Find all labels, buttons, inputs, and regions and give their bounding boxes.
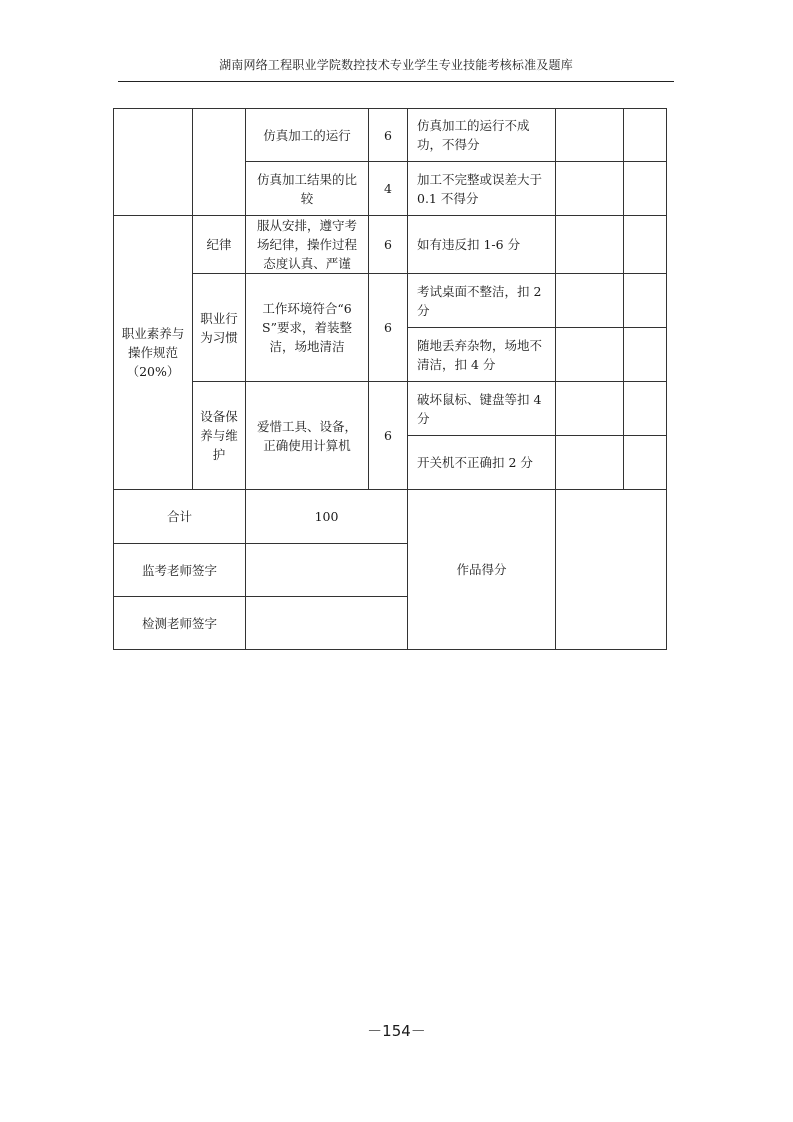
total-label: 合计: [114, 490, 246, 544]
table-row: [114, 216, 667, 274]
inspector-signature-field: [246, 597, 408, 650]
page-number: －154－: [367, 1022, 426, 1040]
criteria-cell: 如有违反扣 1-6 分: [408, 216, 556, 274]
table-row: [114, 274, 667, 328]
score-cell: 6: [369, 109, 408, 162]
table-row: [114, 109, 667, 162]
page-header: 湖南网络工程职业学院数控技术专业学生专业技能考核标准及题库: [219, 58, 573, 72]
header-divider: [118, 81, 674, 82]
scoring-table: [113, 108, 667, 650]
criteria-cell: 考试桌面不整洁，扣 2 分: [408, 274, 556, 328]
item-cell: 仿真加工的运行: [246, 109, 369, 162]
criteria-cell: 仿真加工的运行不成功，不得分: [408, 109, 556, 162]
deduction-cell: [556, 109, 624, 162]
result-cell: [624, 274, 667, 328]
score-cell: 4: [369, 162, 408, 216]
deduction-cell: [556, 436, 624, 490]
criteria-cell: 破坏鼠标、键盘等扣 4 分: [408, 382, 556, 436]
result-cell: [624, 109, 667, 162]
result-cell: [624, 216, 667, 274]
item-cell: 服从安排，遵守考场纪律，操作过程态度认真、严谨: [246, 216, 369, 274]
deduction-cell: [556, 382, 624, 436]
criteria-cell: 随地丢弃杂物，场地不清洁，扣 4 分: [408, 328, 556, 382]
deduction-cell: [556, 328, 624, 382]
category-cell: 职业素养与操作规范（20%）: [114, 216, 193, 490]
subcategory-cell: 设备保养与维护: [193, 382, 246, 490]
result-cell: [624, 382, 667, 436]
score-cell: 6: [369, 274, 408, 382]
deduction-cell: [556, 162, 624, 216]
score-cell: 6: [369, 216, 408, 274]
category-cell-empty: [114, 109, 193, 216]
deduction-cell: [556, 274, 624, 328]
criteria-cell: 开关机不正确扣 2 分: [408, 436, 556, 490]
subcategory-cell: 职业行为习惯: [193, 274, 246, 382]
result-cell: [624, 436, 667, 490]
inspector-signature-label: 检测老师签字: [114, 597, 246, 650]
criteria-cell: 加工不完整或误差大于 0.1 不得分: [408, 162, 556, 216]
proctor-signature-label: 监考老师签字: [114, 544, 246, 597]
work-score-value: [556, 490, 667, 650]
table-row: [114, 382, 667, 436]
work-score-label: 作品得分: [408, 490, 556, 650]
item-cell: 工作环境符合“6S”要求，着装整洁，场地清洁: [246, 274, 369, 382]
score-cell: 6: [369, 382, 408, 490]
table-row: [114, 490, 667, 544]
item-cell: 仿真加工结果的比较: [246, 162, 369, 216]
result-cell: [624, 328, 667, 382]
subcategory-cell: 纪律: [193, 216, 246, 274]
total-value: 100: [246, 490, 408, 544]
result-cell: [624, 162, 667, 216]
proctor-signature-field: [246, 544, 408, 597]
deduction-cell: [556, 216, 624, 274]
subcategory-cell-empty: [193, 109, 246, 216]
item-cell: 爱惜工具、设备，正确使用计算机: [246, 382, 369, 490]
